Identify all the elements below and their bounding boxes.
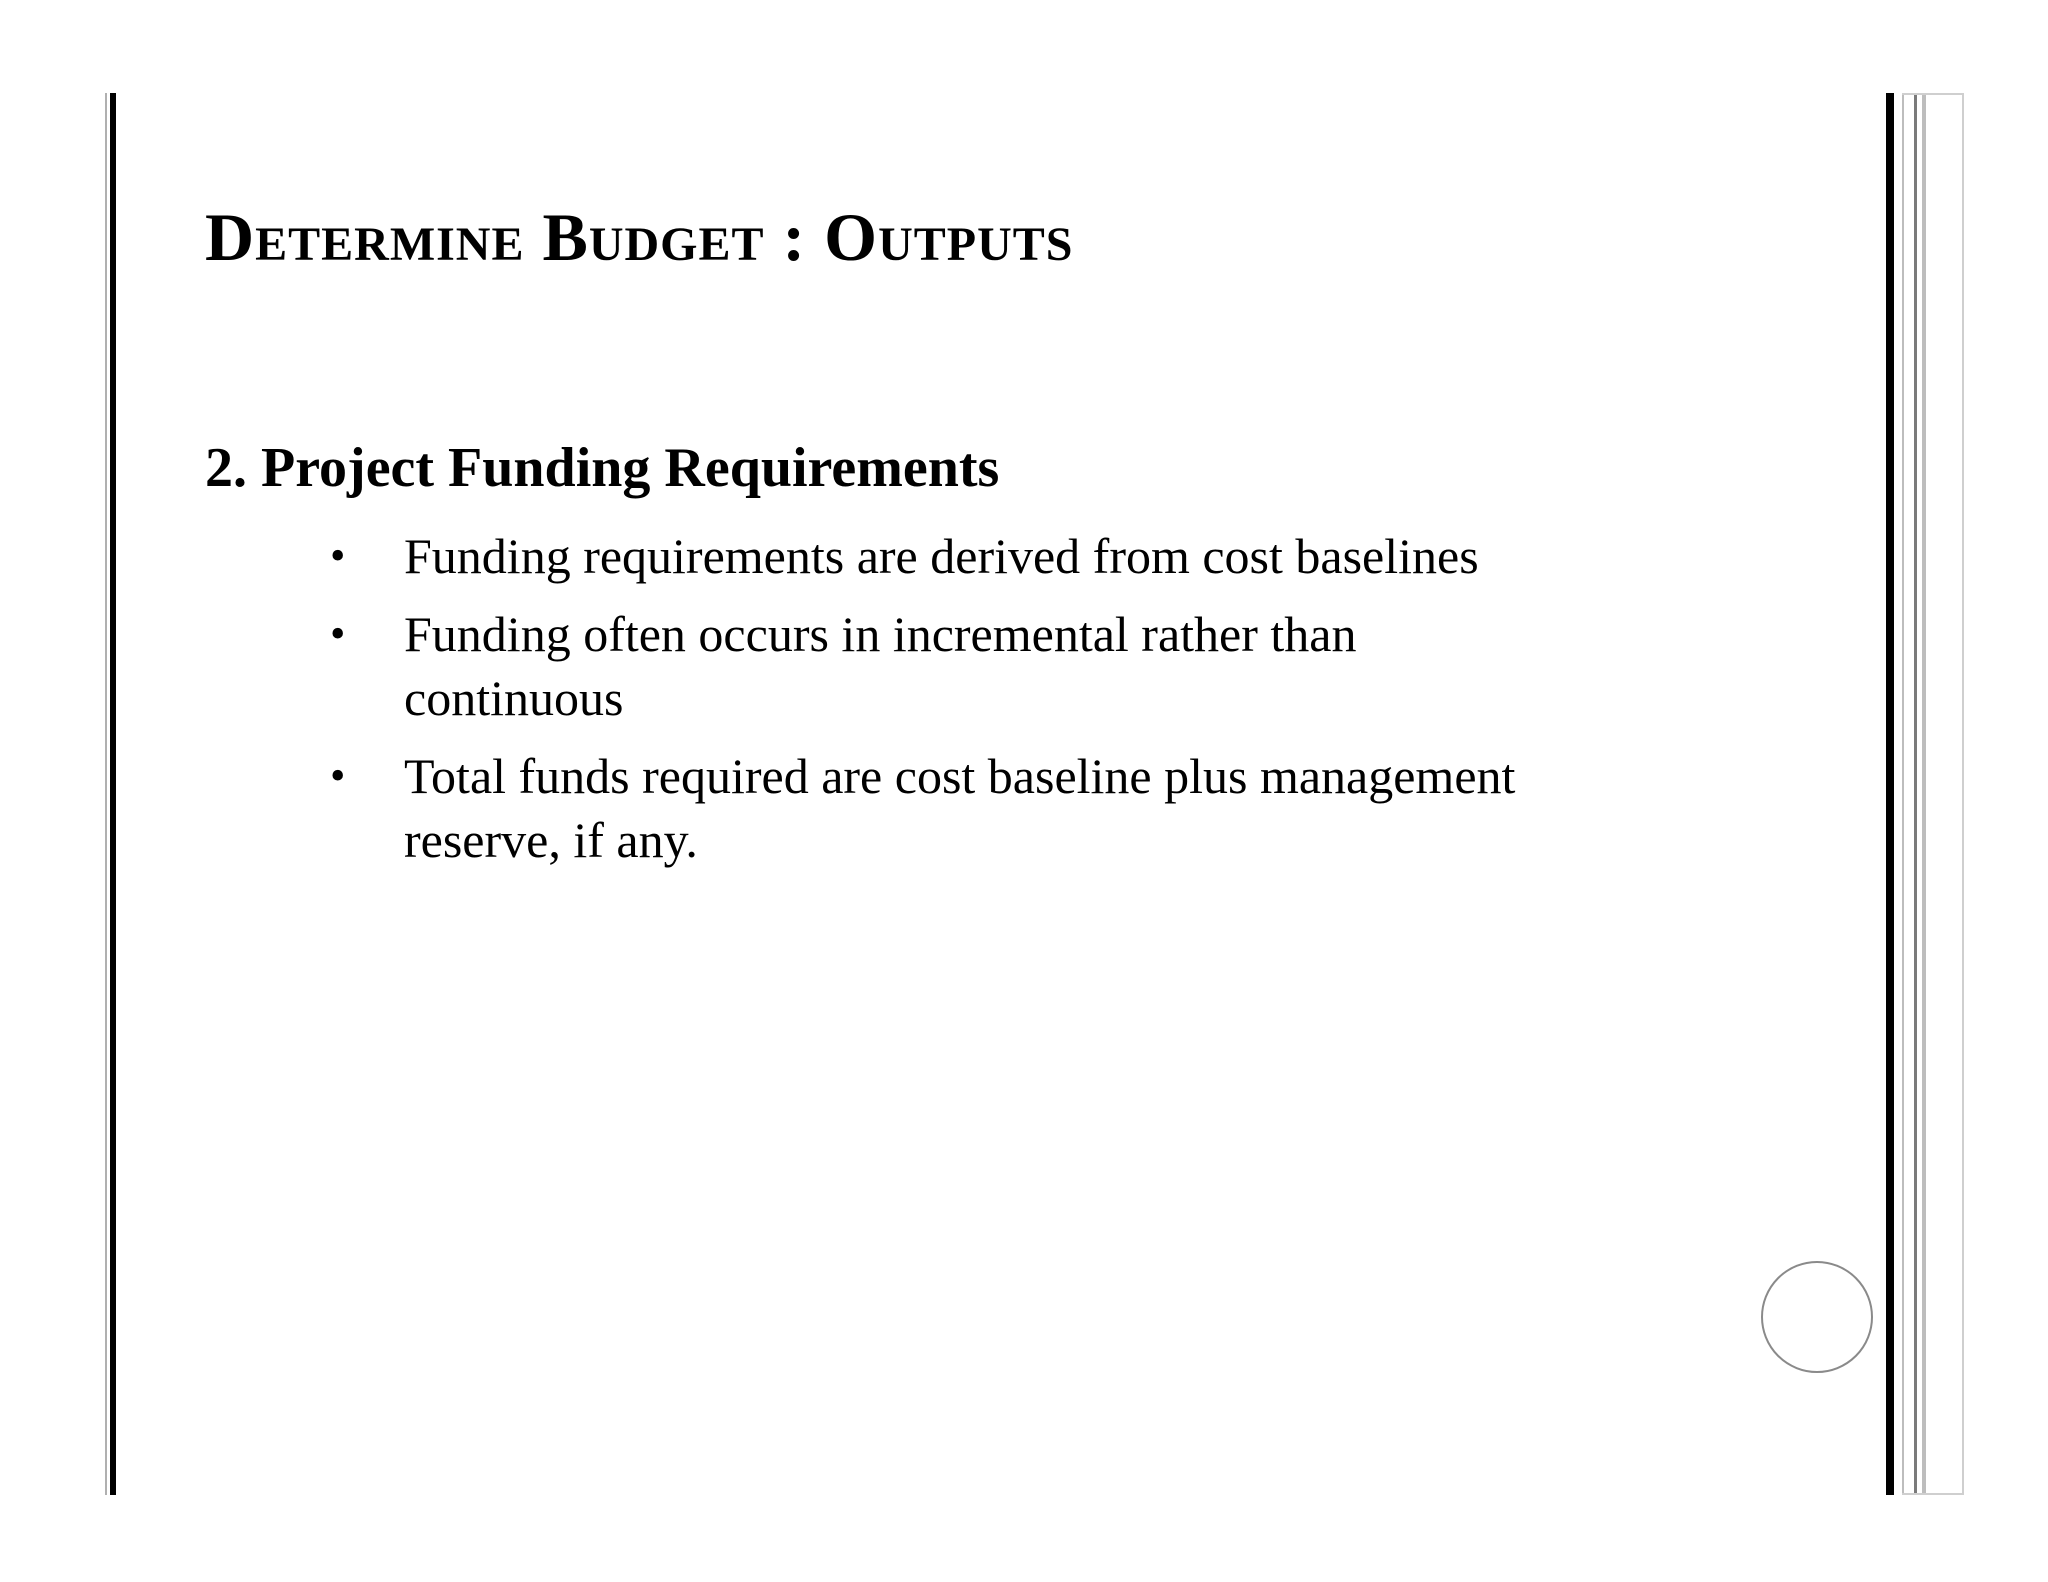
bullet-text: Total funds required are cost baseline plus management reserve, if any. [404,748,1516,868]
right-border-thick-line [1886,93,1894,1495]
bullet-icon: • [330,751,346,800]
bullet-text: Funding often occurs in incremental rather than continuous [404,606,1357,726]
slide-title: Determine Budget : Outputs [205,199,1074,275]
right-border-bottom-cap [1902,1493,1964,1495]
bullet-list [330,524,1530,886]
bullet-icon: • [330,531,346,580]
right-border-line [1922,93,1926,1495]
right-border-top-cap [1902,93,1964,95]
bullet-item [330,524,1530,588]
right-border-line [1962,93,1964,1495]
left-border-thin-line [105,93,107,1495]
bullet-icon: • [330,609,346,658]
right-border-line [1902,93,1904,1495]
bullet-text: Funding requirements are derived from cost baselines [404,528,1479,584]
bullet-item [330,602,1530,730]
left-border-thick-line [110,93,116,1495]
section-heading: 2. Project Funding Requirements [205,437,1000,499]
bullet-item [330,744,1530,872]
right-border-line [1914,93,1917,1495]
decorative-circle [1761,1261,1873,1373]
